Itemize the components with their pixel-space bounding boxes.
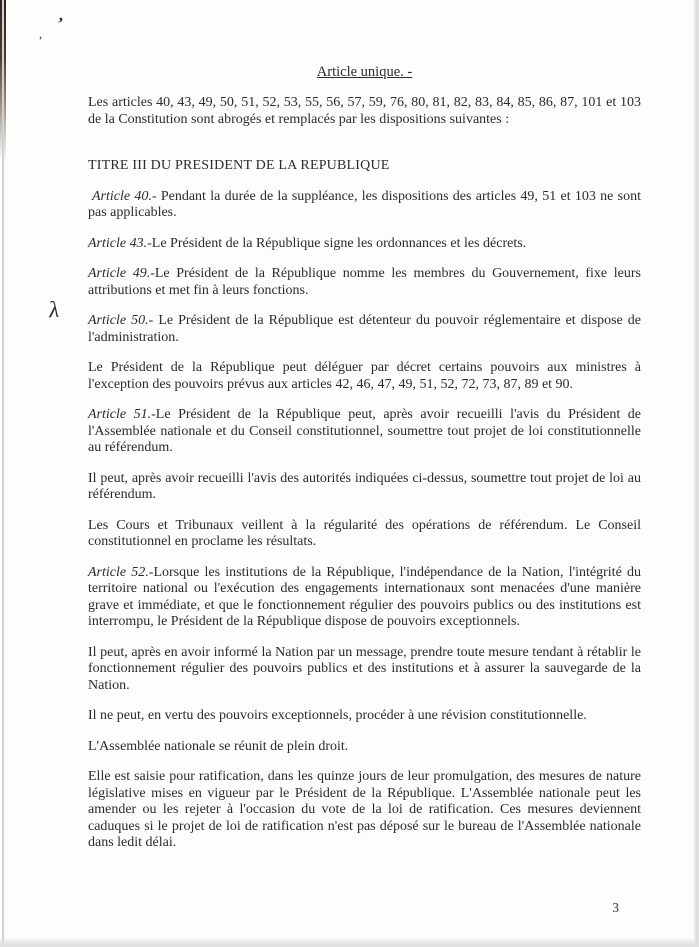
article-52-label: Article 52. bbox=[88, 564, 149, 580]
handwritten-tick-mark-2: ‚ bbox=[36, 26, 43, 42]
paragraph-mesures-nation bbox=[88, 645, 641, 695]
paragraph-revision-interdite-text: Il ne peut, en vertu des pouvoirs exceptionnels, procéder à une révision constitutionnelle. bbox=[88, 708, 587, 723]
paragraph-cours-tribunaux-text: Les Cours et Tribunaux veillent à la régularité des opérations de référendum. Le Conseil constitutionnel en proclame les résultats. bbox=[88, 517, 641, 549]
paragraph-delegation-text: Le Président de la République peut déléguer par décret certains pouvoirs aux ministres à l'exception des pouvoirs prévus aux articles 42, 46, 47, 49, 51, 52, 72, 73, 87, 89 et 90. bbox=[88, 360, 641, 392]
article-49-label: Article 49. bbox=[88, 266, 151, 281]
paragraph-assemblee-plein-droit-text: L'Assemblée nationale se réunit de plein droit. bbox=[88, 738, 349, 754]
paragraph-referendum bbox=[88, 471, 641, 504]
paragraph-ratification-text: Elle est saisie pour ratification, dans les quinze jours de leur promulgation, des mesures de nature législative mises en vigueur par le Président de la République. L'Assemblée nationale peut les amender ou les rejeter à l'occasion du vote de la loi de ratification. Ces mesures deviennent caduques si le projet de loi de ratification n'est pas déposé sur le bureau de l'Assemblée nationale dans ledit délai. bbox=[88, 769, 641, 850]
paragraph-mesures-nation-text: Il peut, après en avoir informé la Nation par un message, prendre toute mesure tendant à rétablir le fonctionnement régulier des pouvoirs publics et des institutions et à assurer la sauvegarde de la Nation. bbox=[88, 644, 641, 693]
article-51-label: Article 51. bbox=[88, 407, 152, 422]
paragraph-article-50 bbox=[88, 313, 641, 346]
paragraph-revision-interdite bbox=[88, 708, 641, 725]
article-40-label: Article 40. bbox=[92, 188, 152, 204]
section-heading-titre-3: TITRE III DU PRESIDENT DE LA REPUBLIQUE bbox=[88, 158, 390, 173]
paragraph-article-40 bbox=[88, 189, 641, 222]
article-43-text: -Le Président de la République signe les ordonnances et les décrets. bbox=[147, 235, 527, 251]
scan-edge-right-band bbox=[693, 0, 699, 947]
document-content bbox=[88, 64, 641, 866]
paragraph-assemblee-plein-droit bbox=[88, 739, 641, 756]
article-52-text: -Lorsque les institutions de la République, l'indépendance de la Nation, l'intégrité du territoire national ou l'exécution des engagements internationaux sont menacées d'une manière grave et immédiate, et que le fonctionnement régulier des pouvoirs publics ou des institutions est interrompu, le Président de la République dispose de pouvoirs exceptionnels. bbox=[88, 564, 641, 629]
paragraph-ratification bbox=[88, 769, 641, 852]
article-50-label: Article 50. bbox=[88, 313, 149, 328]
paragraph-article-43 bbox=[88, 236, 641, 253]
document-title: Article unique. - bbox=[316, 64, 413, 80]
handwritten-margin-mark: λ bbox=[48, 296, 60, 323]
article-49-text: -Le Président de la République nomme les membres du Gouvernement, fixe leurs attributions et met fin à leurs fonctions. bbox=[88, 266, 641, 298]
paragraph-referendum-text: Il peut, après avoir recueilli l'avis des autorités indiquées ci-dessus, soumettre tout projet de loi au référendum. bbox=[88, 470, 641, 502]
handwritten-tick-mark-1: ’ bbox=[55, 13, 65, 34]
intro-paragraph: Les articles 40, 43, 49, 50, 51, 52, 53, 55, 56, 57, 59, 76, 80, 81, 82, 83, 84, 85, 86, 87, 101 et 103 de la Constitution sont abrogés et remplacés par les dispositions suivantes : bbox=[88, 95, 641, 127]
paragraph-article-52 bbox=[88, 565, 641, 631]
article-40-text: - Pendant la durée de la suppléance, les dispositions des articles 49, 51 et 103 ne sont pas applicables. bbox=[88, 188, 641, 220]
paragraph-article-49 bbox=[88, 266, 641, 299]
paragraph-cours-tribunaux bbox=[88, 518, 641, 551]
page-number: 3 bbox=[612, 900, 619, 915]
article-50-text: - Le Président de la République est détenteur du pouvoir réglementaire et dispose de l'administration. bbox=[88, 313, 641, 345]
paragraph-delegation bbox=[88, 360, 641, 393]
article-51-text: -Le Président de la République peut, après avoir recueilli l'avis du Président de l'Assemblée nationale et du Conseil constitutionnel, soumettre tout projet de loi constitutionnelle au référendum. bbox=[88, 407, 641, 455]
scan-edge-left-line bbox=[2, 0, 4, 947]
scan-edge-bottom-band bbox=[0, 937, 699, 947]
paragraph-article-51 bbox=[88, 407, 641, 457]
article-43-label: Article 43. bbox=[88, 235, 148, 251]
